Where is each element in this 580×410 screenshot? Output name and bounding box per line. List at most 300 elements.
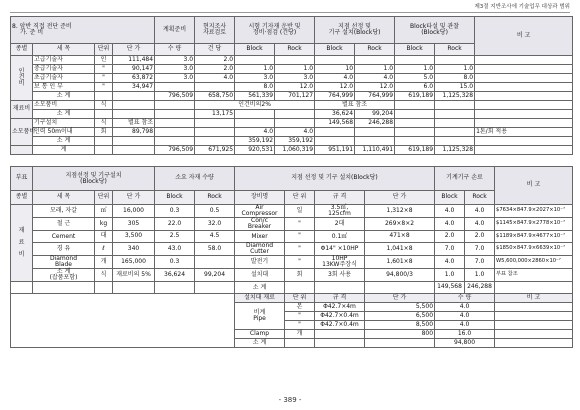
- cell-equipment: Con/c Breaker: [235, 218, 285, 231]
- cell-price: 별표 참조: [113, 119, 155, 128]
- cell-unit: ": [95, 74, 113, 83]
- cell-unit: ℓ: [95, 243, 113, 256]
- sub-price: [365, 339, 435, 348]
- cell-install-block: [315, 56, 355, 65]
- cell-equip-unit: ": [285, 256, 315, 269]
- cell-price: [113, 110, 155, 119]
- sub-name: 소 계: [235, 339, 285, 348]
- cell-bb-rock: 8.0: [435, 74, 475, 83]
- cell-equip-unit: 일: [285, 205, 315, 218]
- col-equipment: 장비명: [235, 191, 285, 205]
- cell-trans-rock: [275, 110, 315, 119]
- col-trans-rock: Rock: [275, 44, 315, 56]
- cell-bb-rock: 15.0: [435, 83, 475, 92]
- table-row: [11, 269, 573, 282]
- cell-trans-rock: [275, 56, 315, 65]
- cell-plan: 3.0: [155, 65, 195, 74]
- cell-block: 22.0: [155, 218, 195, 231]
- col-install-header: 지점선정 및 기구설치 (Block당): [33, 167, 155, 191]
- sub-unit: 본: [285, 303, 315, 312]
- cell-bb-rock: 1.0: [435, 65, 475, 74]
- section-title: [11, 17, 155, 44]
- cell-block: 0.3: [155, 256, 195, 269]
- col-install-rock: Rock: [355, 44, 395, 56]
- cell-trans-block: 8.0: [235, 83, 275, 92]
- sub-price: 800: [365, 330, 435, 339]
- cell-plan: 796,509: [155, 92, 195, 101]
- cell-plan: 796,509: [155, 146, 195, 155]
- cell-bb-rock: [435, 101, 475, 110]
- cell-install-block: 36,624: [315, 110, 355, 119]
- cell-spec: 3.5㎥, 125cfm: [315, 205, 365, 218]
- cell-site: [195, 119, 235, 128]
- cell-bb-rock: 1,125,328: [435, 146, 475, 155]
- cell-note: $7634×847.9×2027×10⁻⁷: [495, 205, 573, 218]
- install-materials-table: [10, 166, 573, 348]
- cell-m-block: 4.0: [435, 256, 465, 269]
- cell-unit: [95, 146, 113, 155]
- cell-m-block: 2.0: [435, 231, 465, 243]
- col-unit: 단위: [95, 44, 113, 56]
- cell-install-rock: 1,110,491: [355, 146, 395, 155]
- cell-plan: 3.0: [155, 74, 195, 83]
- cell-price: 89,798: [113, 128, 155, 137]
- cell-unit: ": [95, 83, 113, 92]
- section-subheading: 가. 준 비: [20, 29, 44, 36]
- sub-spec: [315, 339, 365, 348]
- sub-unit: ": [285, 321, 315, 330]
- col-install-block: Block: [315, 44, 355, 56]
- cell-bb-rock: [435, 137, 475, 146]
- cell-equip-price: 471×8: [365, 231, 435, 243]
- cell-note: [475, 101, 573, 110]
- cell-trans-block: 561,339: [235, 92, 275, 101]
- cell-equip-price: 1,041×8: [365, 243, 435, 256]
- cell-equipment: Diamond Cutter: [235, 243, 285, 256]
- table-row: [11, 83, 573, 92]
- cell-trans-block: 920,531: [235, 146, 275, 155]
- table-row: [11, 74, 573, 83]
- col-install-header: 지점 선정 및 기구 설치(Block당): [315, 17, 395, 44]
- sub-unit: [285, 339, 315, 348]
- group-labor: 인 건 비: [11, 56, 33, 101]
- sub-qty: 4.0: [435, 321, 495, 330]
- cell-note: [475, 56, 573, 65]
- col-site-header: 현지조사 자료검토: [195, 17, 235, 44]
- table-row: [11, 256, 573, 269]
- cell-unit: 대: [95, 231, 113, 243]
- cell-price: 340: [113, 243, 155, 256]
- cell-spec: 10HP 13KW주장식: [315, 256, 365, 269]
- cell-trans-rock: 12.0: [275, 83, 315, 92]
- cell-rock: 99,204: [195, 269, 235, 282]
- cell-install-rock: 99,204: [355, 110, 395, 119]
- cell-note: [475, 119, 573, 128]
- cell-price: 재료비의 5%: [113, 269, 155, 282]
- cell-note: 부표 참조: [495, 269, 573, 282]
- sub-qty: 16.0: [435, 330, 495, 339]
- cell-price: 90,147: [113, 65, 155, 74]
- cell-equip-price: 94,800/3: [365, 269, 435, 282]
- cell-trans-rock: 1.0: [275, 65, 315, 74]
- cell-item: 인력 50m이내: [33, 128, 95, 137]
- col-remark-header: 비 고: [475, 17, 573, 56]
- cell-note: 1톤/회 적용: [475, 128, 573, 137]
- sub-spec: Φ42.7×0.4m: [315, 312, 365, 321]
- cell-install-block: 별표 참조: [315, 101, 395, 110]
- cell-equipment: Mixer: [235, 231, 285, 243]
- cell-bb-rock: [435, 110, 475, 119]
- cell-install-rock: 4.0: [355, 74, 395, 83]
- table-row: [11, 146, 573, 155]
- group-material: 재료비: [11, 101, 33, 119]
- cell-trans-rock: 3.0: [275, 74, 315, 83]
- cell-price: [113, 146, 155, 155]
- cell-item: 고급기술자: [33, 56, 95, 65]
- cell-site: [195, 137, 235, 146]
- cell-block: 2.5: [155, 231, 195, 243]
- cell-unit: ㎥: [95, 205, 113, 218]
- cell-item: 철 근: [33, 218, 95, 231]
- col-trans-block: Block: [235, 44, 275, 56]
- table-row: [11, 65, 573, 74]
- sub-note: [495, 303, 573, 312]
- cell-install-block: 12.0: [315, 83, 355, 92]
- sub-spec: Φ42.7×4m: [315, 303, 365, 312]
- col-rock: Rock: [195, 191, 235, 205]
- cell-m-rock: 7.0: [465, 256, 495, 269]
- header-rule: [10, 12, 570, 13]
- cell-trans-rock: 701,127: [275, 92, 315, 101]
- cell-equip-price: 1,312×8: [365, 205, 435, 218]
- col-item: 세 목: [33, 191, 95, 205]
- cell-price: 305: [113, 218, 155, 231]
- cell-site: [195, 128, 235, 137]
- cell-unit: 식: [95, 269, 113, 282]
- cell-plan: [155, 119, 195, 128]
- cell-plan: [155, 101, 195, 110]
- cell-block: [155, 282, 195, 294]
- cell-m-rock: 4.0: [465, 205, 495, 218]
- cell-bb-block: [395, 128, 435, 137]
- cell-site: 13,175: [195, 110, 235, 119]
- cell-plan: 3.0: [155, 56, 195, 65]
- cell-unit: 회: [95, 128, 113, 137]
- cell-bb-rock: [435, 56, 475, 65]
- col-bb-block: Block: [395, 44, 435, 56]
- page-number: - 389 -: [278, 396, 302, 404]
- col-kind-header: 부표: [11, 167, 33, 191]
- cell-bb-block: 619,189: [395, 146, 435, 155]
- cell-rock: 4.5: [195, 231, 235, 243]
- cell-bb-block: [395, 101, 435, 110]
- cell-install-rock: 764,999: [355, 92, 395, 101]
- cell-item: Diamond Blade: [33, 256, 95, 269]
- cell-m-block: 1.0: [435, 269, 465, 282]
- table-row: [11, 92, 573, 101]
- cell-bb-block: 1.0: [395, 65, 435, 74]
- cell-item: 소 계: [33, 110, 95, 119]
- cell-trans-rock: 1,060,319: [275, 146, 315, 155]
- cell-plan: [155, 83, 195, 92]
- cell-rock: 32.0: [195, 218, 235, 231]
- sub-col-price: 단 가: [365, 294, 435, 303]
- col-block-header: Block타설 및 관찰 (Block당): [395, 17, 475, 44]
- table-row: [11, 205, 573, 218]
- cell-unit: [95, 110, 113, 119]
- cell-rock: [195, 256, 235, 269]
- cell-site: 2.0: [195, 56, 235, 65]
- cell-unit: 인: [95, 56, 113, 65]
- cell-unit: 개: [95, 256, 113, 269]
- cell-item: Cement: [33, 231, 95, 243]
- cell-spec: Φ14" ×10HP: [315, 243, 365, 256]
- sub-spacer: [11, 294, 235, 348]
- cell-bb-block: [395, 119, 435, 128]
- cell-equipment: Air Compressor: [235, 205, 285, 218]
- col-plan-qty: 수 량: [155, 44, 195, 56]
- cell-plan: [155, 128, 195, 137]
- cell-trans-rock: [275, 119, 315, 128]
- col-unit: 단위: [95, 191, 113, 205]
- cell-install-rock: [355, 128, 395, 137]
- cell-item: 소모품비: [33, 101, 95, 110]
- cell-note: [475, 110, 573, 119]
- cell-equip-price: 269×8×2: [365, 218, 435, 231]
- cell-price: [113, 137, 155, 146]
- cell-install-rock: 1.0: [355, 65, 395, 74]
- col-equipment-header: 지점 선정 및 기구 설치(Block당): [235, 167, 435, 191]
- cell-trans-block: [235, 110, 275, 119]
- col-price: 단 가: [113, 191, 155, 205]
- preparation-cost-table: [10, 16, 573, 155]
- cell-trans-block: 4.0: [235, 128, 275, 137]
- sub-name: Clamp: [235, 330, 285, 339]
- cell-price: 3,500: [113, 231, 155, 243]
- cell-m-rock: 4.0: [465, 218, 495, 231]
- cell-bb-block: [395, 137, 435, 146]
- cell-price: 111,484: [113, 56, 155, 65]
- cell-note: [475, 137, 573, 146]
- cell-install-block: 4.0: [315, 74, 355, 83]
- cell-trans-block: 3.0: [235, 74, 275, 83]
- cell-block: 43.0: [155, 243, 195, 256]
- cell-install-block: 764,999: [315, 92, 355, 101]
- cell-install-rock: [355, 137, 395, 146]
- col-equip-price: 단 가: [365, 191, 435, 205]
- table-row: [11, 282, 573, 294]
- table-row: [11, 243, 573, 256]
- cell-unit: ": [95, 65, 113, 74]
- sub-note: [495, 321, 573, 330]
- cell-site: 인건비의2%: [195, 101, 315, 110]
- cell-item: 보 통 인 부: [33, 83, 95, 92]
- sub-price: 8,500: [365, 321, 435, 330]
- col-spec: 규 격: [315, 191, 365, 205]
- cell-equip-unit: ": [285, 231, 315, 243]
- cell-item: 계: [33, 146, 95, 155]
- cell-note: W5,600,000×2860×10⁻⁷: [495, 256, 573, 269]
- cell-equipment: 소 계: [235, 282, 285, 294]
- cell-item: 소 계: [33, 137, 95, 146]
- cell-bb-rock: [435, 128, 475, 137]
- cell-install-block: 10: [315, 65, 355, 74]
- cell-site: 4.0: [195, 74, 235, 83]
- cell-note: [475, 74, 573, 83]
- cell-plan: [155, 137, 195, 146]
- cell-item: 소 계 (잡품포함): [33, 269, 95, 282]
- cell-note: $1145×847.9×2778×10⁻⁷: [495, 218, 573, 231]
- cell-bb-block: [395, 56, 435, 65]
- cell-unit: [95, 137, 113, 146]
- col-item: 세 목: [33, 44, 95, 56]
- cell-unit: [95, 92, 113, 101]
- cell-equip-unit: 회: [285, 269, 315, 282]
- cell-trans-block: 1.0: [235, 65, 275, 74]
- col-kind: 종별: [11, 191, 33, 205]
- sub-spec: [315, 330, 365, 339]
- sub-name: 비계 Pipe: [235, 303, 285, 330]
- cell-bb-block: 6.0: [395, 83, 435, 92]
- cell-price: 165,000: [113, 256, 155, 269]
- cell-equip-unit: ": [285, 218, 315, 231]
- table-row: [11, 119, 573, 128]
- sub-qty: 4.0: [435, 303, 495, 312]
- cell-rock: 0.5: [195, 205, 235, 218]
- cell-equip-unit: [285, 282, 315, 294]
- table-row: [11, 56, 573, 65]
- sub-header-row: [11, 294, 573, 303]
- cell-block: 36,624: [155, 269, 195, 282]
- cell-spec: 0.1㎥: [315, 231, 365, 243]
- table-row: [11, 110, 573, 119]
- col-machine-loss-header: 기계기구 손료: [435, 167, 495, 191]
- cell-m-rock: 1.0: [465, 269, 495, 282]
- cell-trans-rock: 4.0: [275, 128, 315, 137]
- cell-item: 모래, 자갈: [33, 205, 95, 218]
- cell-equipment: 설치대: [235, 269, 285, 282]
- cell-bb-block: 619,189: [395, 92, 435, 101]
- cell-trans-block: [235, 56, 275, 65]
- cell-item: 기구설치: [33, 119, 95, 128]
- section-heading: 8. 암반 직접 전단 준비: [12, 22, 72, 30]
- cell-rock: [195, 282, 235, 294]
- empty-kind: [11, 282, 33, 294]
- cell-install-block: 149,568: [315, 119, 355, 128]
- cell-price: 16,000: [113, 205, 155, 218]
- table-row: [11, 231, 573, 243]
- sub-col-spec: 규 격: [315, 294, 365, 303]
- sub-col-note: 비 고: [495, 294, 573, 303]
- cell-price: 34,947: [113, 83, 155, 92]
- cell-equip-price: [365, 282, 435, 294]
- cell-note: [475, 92, 573, 101]
- sub-spec: Φ42.7×0.4m: [315, 321, 365, 330]
- cell-spec: [315, 282, 365, 294]
- sub-qty: 4.0: [435, 312, 495, 321]
- cell-price: 63,872: [113, 74, 155, 83]
- sub-note: [495, 339, 573, 348]
- cell-spec: 3회 사용: [315, 269, 365, 282]
- cell-item: 초급기술자: [33, 74, 95, 83]
- cell-trans-block: 359,192: [235, 137, 275, 146]
- cell-bb-block: 5.0: [395, 74, 435, 83]
- cell-m-rock: 7.0: [465, 243, 495, 256]
- cell-note: [495, 282, 573, 294]
- cell-install-block: [315, 128, 355, 137]
- cell-install-rock: 246,288: [355, 119, 395, 128]
- cell-bb-rock: 1,125,328: [435, 92, 475, 101]
- cell-plan: [155, 110, 195, 119]
- cell-install-block: 951,191: [315, 146, 355, 155]
- sub-note: [495, 312, 573, 321]
- col-bb-rock: Rock: [435, 44, 475, 56]
- group-expense: 소모품비: [11, 119, 33, 146]
- cell-item: 경 유: [33, 243, 95, 256]
- col-kind: 종별: [11, 44, 33, 56]
- cell-install-rock: [355, 56, 395, 65]
- cell-bb-block: [395, 110, 435, 119]
- cell-site: 2.0: [195, 65, 235, 74]
- cell-note: $1189×847.9×4677×10⁻⁷: [495, 231, 573, 243]
- cell-block: 0.3: [155, 205, 195, 218]
- cell-m-block: 4.0: [435, 218, 465, 231]
- cell-unit: kg: [95, 218, 113, 231]
- cell-m-block: 4.0: [435, 205, 465, 218]
- cell-item: 중급기술자: [33, 65, 95, 74]
- table-row: [11, 218, 573, 231]
- running-header: 제3절 지반조사에 기술업무 대상과 범위: [474, 4, 570, 10]
- cell-m-rock: 2.0: [465, 231, 495, 243]
- sub-price: 6,500: [365, 312, 435, 321]
- col-site-gun: 건 당: [195, 44, 235, 56]
- cell-price: [113, 282, 155, 294]
- cell-unit: [95, 282, 113, 294]
- col-remark-header: 비 고: [495, 167, 573, 205]
- col-m-block: Block: [435, 191, 465, 205]
- cell-note: [475, 83, 573, 92]
- table-row: [11, 128, 573, 137]
- sub-unit: ": [285, 312, 315, 321]
- cell-site: [195, 83, 235, 92]
- cell-equipment: 발전기: [235, 256, 285, 269]
- cell-trans-rock: 359,192: [275, 137, 315, 146]
- cell-m-block: 149,568: [435, 282, 465, 294]
- cell-note: [475, 146, 573, 155]
- col-equip-unit: 단 위: [285, 191, 315, 205]
- col-m-rock: Rock: [465, 191, 495, 205]
- cell-unit: 식: [95, 101, 113, 110]
- sub-qty: 94,800: [435, 339, 495, 348]
- col-consumable-header: 소요 자재 수량: [155, 167, 235, 191]
- cell-price: [113, 101, 155, 110]
- cell-item: [33, 282, 95, 294]
- cell-m-rock: 246,288: [465, 282, 495, 294]
- cell-item: 소 계: [33, 92, 95, 101]
- total-kind: [11, 146, 33, 155]
- col-price: 단 가: [113, 44, 155, 56]
- sub-unit: 개: [285, 330, 315, 339]
- cell-site: 658,750: [195, 92, 235, 101]
- cell-price: [113, 92, 155, 101]
- cell-note: [475, 65, 573, 74]
- table-row: [11, 137, 573, 146]
- cell-m-block: 7.0: [435, 243, 465, 256]
- cell-rock: 58.0: [195, 243, 235, 256]
- cell-spec: 2대: [315, 218, 365, 231]
- sub-note: [495, 330, 573, 339]
- cell-install-rock: 12.0: [355, 83, 395, 92]
